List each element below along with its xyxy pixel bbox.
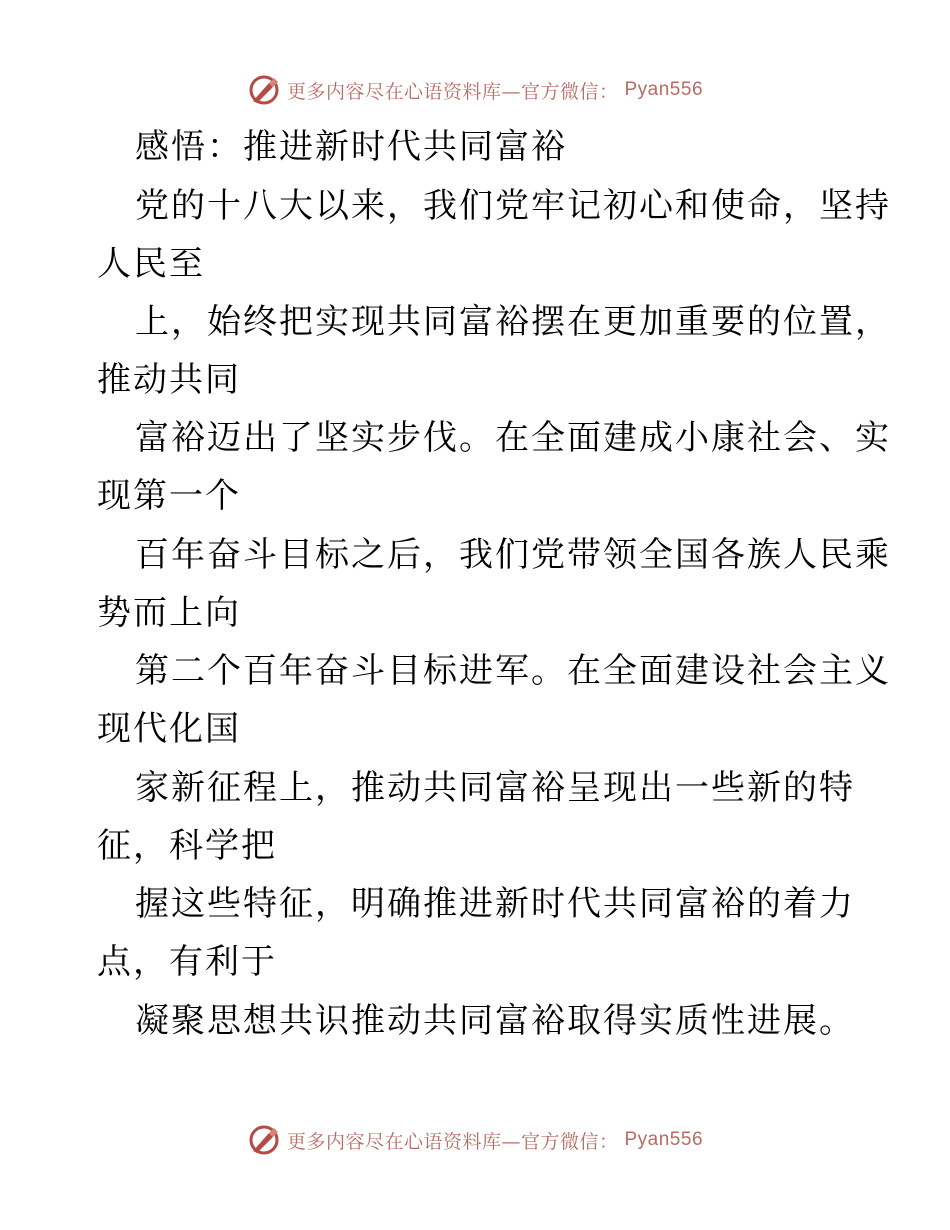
body-line: 上，始终把实现共同富裕摆在更加重要的位置， [135,302,891,342]
body-line: 百年奋斗目标之后，我们党带领全国各族人民乘 [135,535,891,575]
body-line: 现代化国 [97,709,241,749]
body-line: 家新征程上，推动共同富裕呈现出一些新的特 [135,768,855,808]
wechat-id: Pyan556 [624,79,704,100]
body-line: 第二个百年奋斗目标进军。在全面建设社会主义 [135,651,891,691]
body-line: 点，有利于 [97,942,277,982]
body-line: 现第一个 [97,476,241,516]
body-line: 征，科学把 [97,826,277,866]
pen-logo-icon [247,1123,281,1157]
body-line: 凝聚思想共识推动共同富裕取得实质性进展。 [135,1001,855,1041]
body-line: 党的十八大以来，我们党牢记初心和使命，坚持 [135,186,891,226]
body-line: 握这些特征，明确推进新时代共同富裕的着力 [135,884,855,924]
pen-logo-icon [247,73,281,107]
body-line: 富裕迈出了坚实步伐。在全面建成小康社会、实 [135,418,891,458]
body-line: 人民至 [97,244,205,284]
body-line: 势而上向 [97,593,241,633]
banner-text: 更多内容尽在心语资料库—官方微信： [286,80,619,103]
body-line: 推动共同 [97,360,241,400]
banner-text: 更多内容尽在心语资料库—官方微信： [286,1130,619,1153]
header-watermark-banner [0,70,950,110]
footer-watermark-banner [0,1120,950,1160]
wechat-id: Pyan556 [624,1129,704,1150]
document-title: 感悟：推进新时代共同富裕 [135,127,567,167]
